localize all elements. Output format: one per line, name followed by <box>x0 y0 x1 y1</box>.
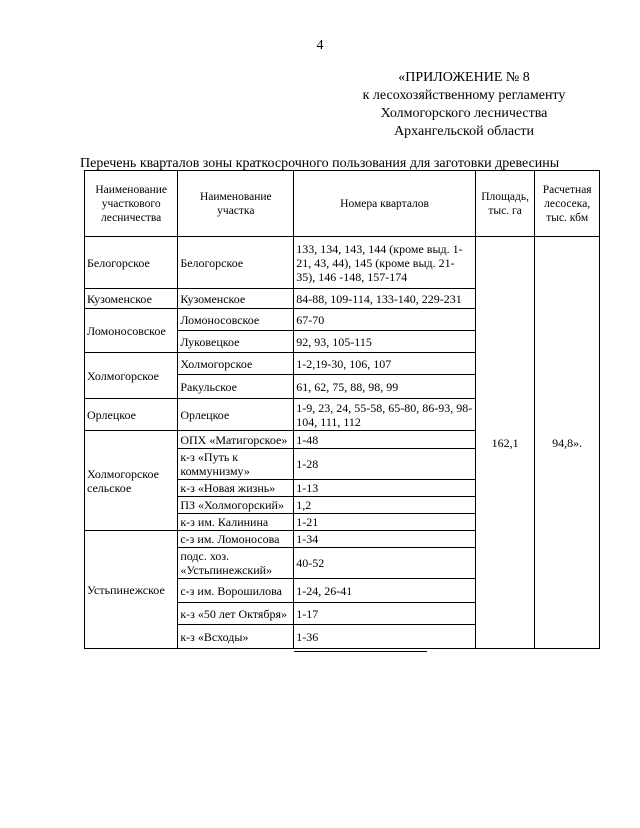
closing-rule <box>294 651 427 652</box>
site-cell: к-з «Новая жизнь» <box>178 480 294 497</box>
page-number: 4 <box>316 38 324 53</box>
appendix-line-2: к лесохозяйственному регламенту <box>362 88 566 103</box>
quarters-cell: 67-70 <box>294 309 476 331</box>
header-district: Наименование участкового лесничества <box>85 171 178 237</box>
quarters-cell: 1-21 <box>294 514 476 531</box>
quarters-cell: 1-48 <box>294 431 476 449</box>
district-cell: Устьпинежское <box>85 531 178 649</box>
quarters-cell: 1-13 <box>294 480 476 497</box>
quarters-cell: 40-52 <box>294 548 476 579</box>
site-cell: ПЗ «Холмогорский» <box>178 497 294 514</box>
header-area: Площадь, тыс. га <box>475 171 535 237</box>
site-cell: с-з им. Ворошилова <box>178 579 294 603</box>
quarters-cell: 133, 134, 143, 144 (кроме выд. 1-21, 43, 44), 145 (кроме выд. 21-35), 146 -148, 157-174 <box>294 237 476 289</box>
quarters-cell: 92, 93, 105-115 <box>294 331 476 353</box>
area-total-cell: 162,1 <box>475 237 535 649</box>
district-cell: Орлецкое <box>85 399 178 431</box>
header-site: Наименование участка <box>178 171 294 237</box>
appendix-line-3: Холмогорского лесничества <box>380 106 548 121</box>
quarters-table <box>84 170 600 649</box>
district-cell: Кузоменское <box>85 289 178 309</box>
district-cell: Ломоносовское <box>85 309 178 353</box>
site-cell: к-з «50 лет Октября» <box>178 603 294 625</box>
document-title: Перечень кварталов зоны краткосрочного пользования для заготовки древесины <box>80 156 560 171</box>
site-cell: с-з им. Ломоносова <box>178 531 294 548</box>
quarters-cell: 1-34 <box>294 531 476 548</box>
quarters-cell: 1-36 <box>294 625 476 649</box>
header-cut: Расчетная лесосека, тыс. кбм <box>535 171 600 237</box>
quarters-cell: 1-2,19-30, 106, 107 <box>294 353 476 375</box>
quarters-cell: 1,2 <box>294 497 476 514</box>
site-cell: Ломоносовское <box>178 309 294 331</box>
appendix-heading <box>334 69 594 141</box>
district-cell: Холмогорское сельское <box>85 431 178 531</box>
site-cell: Орлецкое <box>178 399 294 431</box>
cut-total-cell: 94,8». <box>535 237 600 649</box>
site-cell: ОПХ «Матигорское» <box>178 431 294 449</box>
quarters-cell: 1-24, 26-41 <box>294 579 476 603</box>
site-cell: Белогорское <box>178 237 294 289</box>
site-cell: подс. хоз. «Устьпинежский» <box>178 548 294 579</box>
header-quarters: Номера кварталов <box>294 171 476 237</box>
site-cell: Луковецкое <box>178 331 294 353</box>
site-cell: к-з им. Калинина <box>178 514 294 531</box>
appendix-line-1: «ПРИЛОЖЕНИЕ № 8 <box>398 70 530 85</box>
district-cell: Холмогорское <box>85 353 178 399</box>
site-cell: Холмогорское <box>178 353 294 375</box>
quarters-cell: 61, 62, 75, 88, 98, 99 <box>294 375 476 399</box>
site-cell: к-з «Путь к коммунизму» <box>178 449 294 480</box>
appendix-line-4: Архангельской области <box>394 124 534 139</box>
quarters-cell: 1-17 <box>294 603 476 625</box>
site-cell: Ракульское <box>178 375 294 399</box>
site-cell: Кузоменское <box>178 289 294 309</box>
quarters-cell: 1-9, 23, 24, 55-58, 65-80, 86-93, 98-104, 111, 112 <box>294 399 476 431</box>
quarters-cell: 84-88, 109-114, 133-140, 229-231 <box>294 289 476 309</box>
site-cell: к-з «Всходы» <box>178 625 294 649</box>
district-cell: Белогорское <box>85 237 178 289</box>
quarters-cell: 1-28 <box>294 449 476 480</box>
